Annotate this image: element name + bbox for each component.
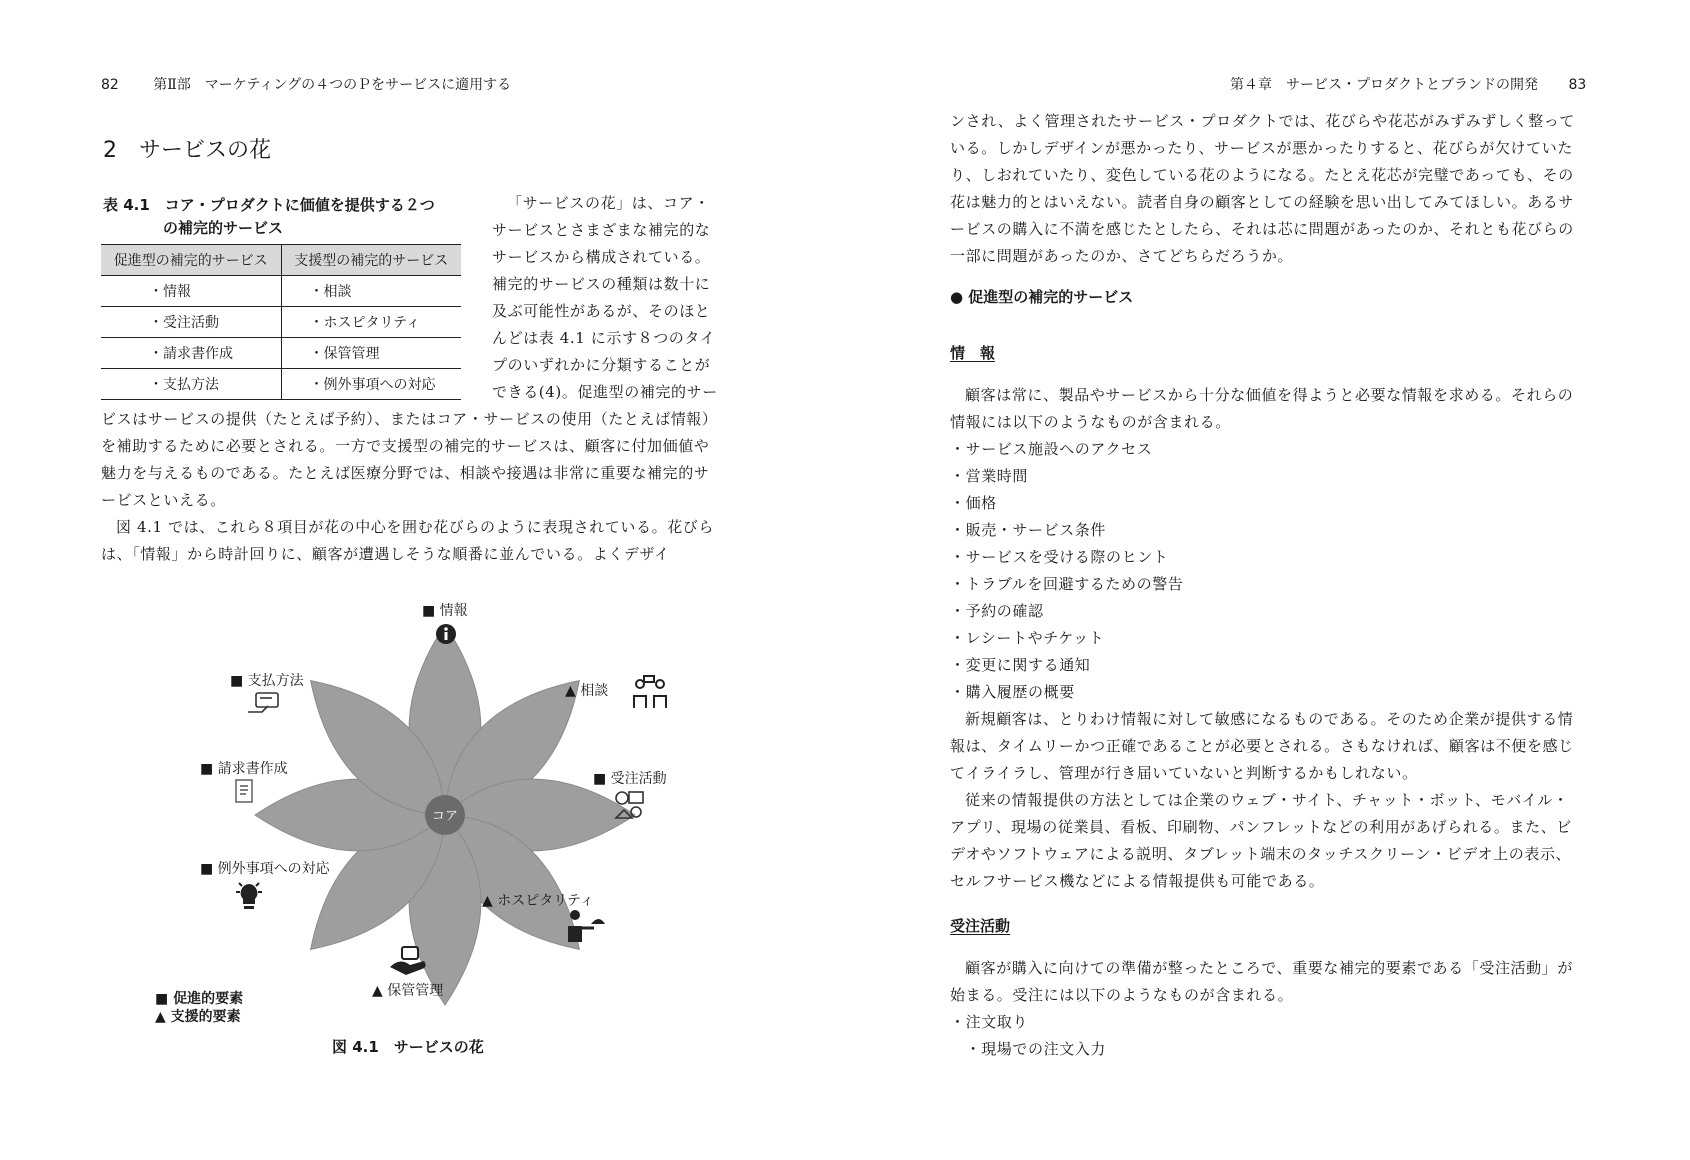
figure-legend <box>155 990 243 1026</box>
body-text-left <box>101 406 724 568</box>
label-hospitality: ▲ ホスピタリティ <box>482 893 594 909</box>
figure-caption: 図 4.1 サービスの花 <box>332 1038 484 1056</box>
invoice-icon <box>232 778 256 804</box>
table-cell: ・例外事項への対応 <box>281 369 461 400</box>
page-number-left: 82 <box>101 77 119 93</box>
running-head-text-right: 第４章 サービス・プロダクトとブランドの開発 <box>1230 77 1538 93</box>
running-head-right <box>1230 74 1586 94</box>
consultation-icon <box>630 672 670 712</box>
label-billing: ■ 請求書作成 <box>200 761 288 777</box>
label-payment: ■ 支払方法 <box>230 673 304 689</box>
legend-facilitating: ■ 促進的要素 <box>155 991 244 1007</box>
legend-enhancing: ▲ 支援的要素 <box>155 1009 241 1025</box>
paragraph: ビスはサービスの提供（たとえば予約）、またはコア・サービスの使用（たとえば情報）を補助するために必要とされる。一方で支援型の補完的サービスは、顧客に付加価値や魅力を与えるものである。たとえば医療分野では、相談や接遇は非常に重要な補完的サービスといえる。 <box>101 410 718 509</box>
table-row <box>101 307 461 338</box>
supplementary-services-table <box>101 244 461 400</box>
information-list <box>950 436 1580 706</box>
table-header-row <box>101 245 461 276</box>
table-cell: ・受注活動 <box>101 307 281 338</box>
list-item: ・サービスを受ける際のヒント <box>950 548 1169 566</box>
lightbulb-icon <box>234 880 264 914</box>
paragraph: 顧客は常に、製品やサービスから十分な価値を得ようと必要な情報を求める。それらの情報には以下のようなものが含まれる。 <box>950 386 1574 431</box>
table-cell: ・相談 <box>281 276 461 307</box>
table-caption <box>103 194 435 240</box>
label-exceptions: ■ 例外事項への対応 <box>200 861 330 877</box>
subheading-information: 情 報 <box>950 344 996 362</box>
table-header-enhancing: 支援型の補完的サービス <box>281 245 461 276</box>
label-safekeeping: ▲ 保管管理 <box>372 983 444 999</box>
table-row <box>101 276 461 307</box>
label-order-taking: ■ 受注活動 <box>593 771 667 787</box>
list-item: ・トラブルを回避するための警告 <box>950 575 1184 593</box>
page-number-right: 83 <box>1568 77 1587 93</box>
order-taking-section <box>950 955 1580 1063</box>
table-caption-line2: の補完的サービス <box>163 219 284 237</box>
hospitality-icon <box>565 908 607 946</box>
order-list <box>950 1009 1580 1063</box>
label-info: ■ 情報 <box>422 603 468 619</box>
paragraph: 従来の情報提供の方法としては企業のウェブ・サイト、チャット・ボット、モバイル・アプリ、現場の従業員、看板、印刷物、パンフレットなどの利用があげられる。また、ビデオやソフトウェアによる説明、タブレット端末のタッチスクリーン・ビデオ上の表示、セルフサービス機などによる情報提供も可能である。 <box>950 791 1572 890</box>
safekeeping-icon <box>388 945 428 975</box>
paragraph: 顧客が購入に向けての準備が整ったところで、重要な補完的要素である「受注活動」が始まる。受注には以下のようなものが含まれる。 <box>950 959 1573 1004</box>
payment-hand-icon <box>246 690 282 716</box>
running-head-text-left: 第Ⅱ部 マーケティングの４つのＰをサービスに適用する <box>153 77 512 93</box>
side-paragraph: 「サービスの花」は、コア・サービスとさまざまな補完的なサービスから構成されている。補完的サービスの種類は数十に及ぶ可能性があるが、そのほとんどは表 4.1 に示す８つのタイプのいずれかに分類することができる(4)。促進型の補完的サー <box>492 194 718 401</box>
table-cell: ・保管管理 <box>281 338 461 369</box>
list-item: ・購入履歴の概要 <box>950 683 1075 701</box>
right-page <box>845 0 1690 1160</box>
section-title: 2 サービスの花 <box>103 138 271 163</box>
order-taking-icon <box>612 788 646 822</box>
list-item: ・変更に関する通知 <box>950 656 1091 674</box>
core-label: コア <box>431 809 459 824</box>
subheading-order-taking: 受注活動 <box>950 917 1011 935</box>
section-heading-facilitating: ● 促進型の補完的サービス <box>950 288 1134 306</box>
list-item: ・レシートやチケット <box>950 629 1105 647</box>
list-item: ・サービス施設へのアクセス <box>950 440 1153 458</box>
paragraph-top: ンされ、よく管理されたサービス・プロダクトでは、花びらや花芯がみずみずしく整っている。しかしデザインが悪かったり、サービスが悪かったりすると、花びらが欠けていたり、しおれていたり、変色している花のようになる。たとえ花芯が完璧であっても、その花は魅力的とはいえない。読者自身の顧客としての経験を思い出してみてほしい。あるサービスの購入に不満を感じたとしたら、それは芯に問題があったのか、それとも花びらの一部に問題があったのか、さてどちらだろうか。 <box>950 112 1575 265</box>
label-consultation: ▲ 相談 <box>565 683 609 699</box>
table-header-facilitating: 促進型の補完的サービス <box>101 245 281 276</box>
list-item: ・販売・サービス条件 <box>950 521 1107 539</box>
table-cell: ・支払方法 <box>101 369 281 400</box>
info-icon <box>435 623 461 649</box>
list-item: ・注文取り <box>950 1013 1029 1031</box>
paragraph: 新規顧客は、とりわけ情報に対して敏感になるものである。そのため企業が提供する情報は、タイムリーかつ正確であることが必要とされる。さもなければ、顧客は不便を感じてイライラし、管理が行き届いていないと判断するかもしれない。 <box>950 710 1574 782</box>
running-head-left <box>101 74 511 94</box>
table-caption-line1: 表 4.1 コア・プロダクトに価値を提供する２つ <box>103 196 435 214</box>
paragraph: 図 4.1 では、これら８項目が花の中心を囲む花びらのように表現されている。花びらは、「情報」から時計回りに、顧客が遭遇しそうな順番に並んでいる。よくデザイ <box>101 518 714 563</box>
list-item: ・予約の確認 <box>950 602 1044 620</box>
information-section <box>950 382 1580 895</box>
list-item: ・営業時間 <box>950 467 1029 485</box>
table-cell: ・請求書作成 <box>101 338 281 369</box>
list-item: ・価格 <box>950 494 997 512</box>
table-row <box>101 369 461 400</box>
table-row <box>101 338 461 369</box>
list-item: ・現場での注文入力 <box>950 1040 1107 1058</box>
table-cell: ・情報 <box>101 276 281 307</box>
table-cell: ・ホスピタリティ <box>281 307 461 338</box>
